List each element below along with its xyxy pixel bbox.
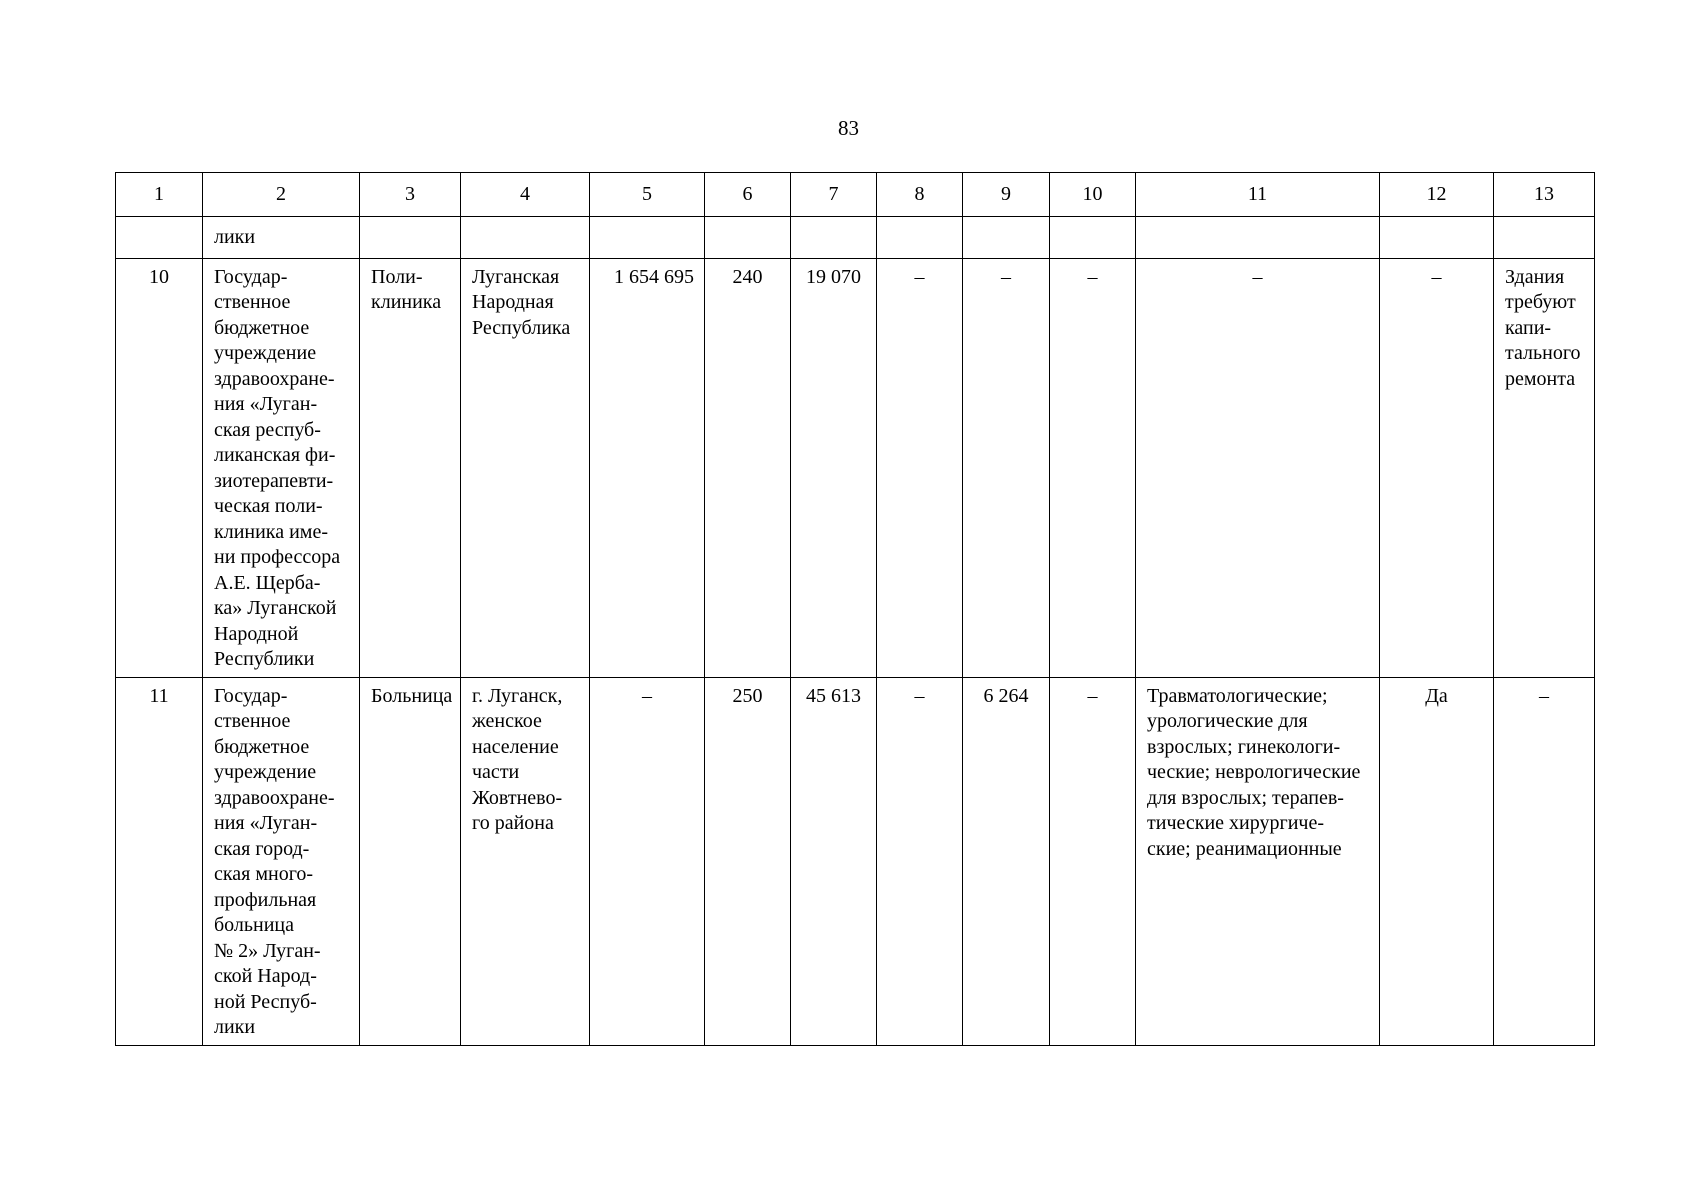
- header-cell: 11: [1136, 173, 1380, 217]
- table-cell: [360, 216, 461, 258]
- table-cell: [705, 216, 791, 258]
- table-cell: [590, 216, 705, 258]
- service-area-cell: г. Луганск, женское население части Жовтнево- го района: [461, 677, 590, 1045]
- table-cell: –: [877, 258, 963, 677]
- table-cell: 19 070: [791, 258, 877, 677]
- table-cell: [791, 216, 877, 258]
- table-cell: –: [1050, 258, 1136, 677]
- header-cell: 10: [1050, 173, 1136, 217]
- table-cell: 1 654 695: [590, 258, 705, 677]
- table-cell: [1494, 216, 1595, 258]
- service-area-cell: Луганская Народная Республика: [461, 258, 590, 677]
- table-cell: –: [1050, 677, 1136, 1045]
- header-cell: 5: [590, 173, 705, 217]
- header-cell: 3: [360, 173, 461, 217]
- row-number-cell: 11: [116, 677, 203, 1045]
- header-cell: 9: [963, 173, 1050, 217]
- table-cell: [1050, 216, 1136, 258]
- table-cell: 240: [705, 258, 791, 677]
- table-cell: [1136, 216, 1380, 258]
- header-cell: 6: [705, 173, 791, 217]
- table-cell: Да: [1380, 677, 1494, 1045]
- table-row: [116, 258, 1595, 677]
- departments-cell: Травматологические; урологические для взрослых; гинекологи- ческие; неврологические для взрослых; терапев- тические хирургиче- ские; реанимационные: [1136, 677, 1380, 1045]
- header-cell: 8: [877, 173, 963, 217]
- facility-type-cell: Больница: [360, 677, 461, 1045]
- table-header-row: [116, 173, 1595, 217]
- table-cell: 6 264: [963, 677, 1050, 1045]
- table-cell: [1380, 216, 1494, 258]
- header-cell: 4: [461, 173, 590, 217]
- notes-cell: –: [1494, 677, 1595, 1045]
- institution-name-cell: Государ- ственное бюджетное учреждение здравоохране- ния «Луган- ская город- ская много- профильная больница № 2» Луган- ской Народ- ной Респуб- лики: [203, 677, 360, 1045]
- table-cell: –: [963, 258, 1050, 677]
- table-cell: лики: [203, 216, 360, 258]
- notes-cell: Здания требуют капи- тального ремонта: [1494, 258, 1595, 677]
- table-cell: [877, 216, 963, 258]
- header-cell: 13: [1494, 173, 1595, 217]
- table-cell: 45 613: [791, 677, 877, 1045]
- header-cell: 12: [1380, 173, 1494, 217]
- table-row: [116, 677, 1595, 1045]
- institution-name-cell: Государ- ственное бюджетное учреждение здравоохране- ния «Луган- ская респуб- ликанская фи- зиотерапевти- ческая поли- клиника име- ни профессора А.Е. Щерба- ка» Луганской Народной Республики: [203, 258, 360, 677]
- header-cell: 2: [203, 173, 360, 217]
- table-cell: –: [877, 677, 963, 1045]
- table-cell: [963, 216, 1050, 258]
- table-cell: [461, 216, 590, 258]
- table-cell: –: [590, 677, 705, 1045]
- page-number: 83: [838, 116, 859, 140]
- departments-cell: –: [1136, 258, 1380, 677]
- table-cell: [116, 216, 203, 258]
- continuation-row: [116, 216, 1595, 258]
- facility-type-cell: Поли- клиника: [360, 258, 461, 677]
- table-cell: –: [1380, 258, 1494, 677]
- header-cell: 1: [116, 173, 203, 217]
- header-cell: 7: [791, 173, 877, 217]
- table-cell: 250: [705, 677, 791, 1045]
- row-number-cell: 10: [116, 258, 203, 677]
- data-table: [115, 172, 1595, 1046]
